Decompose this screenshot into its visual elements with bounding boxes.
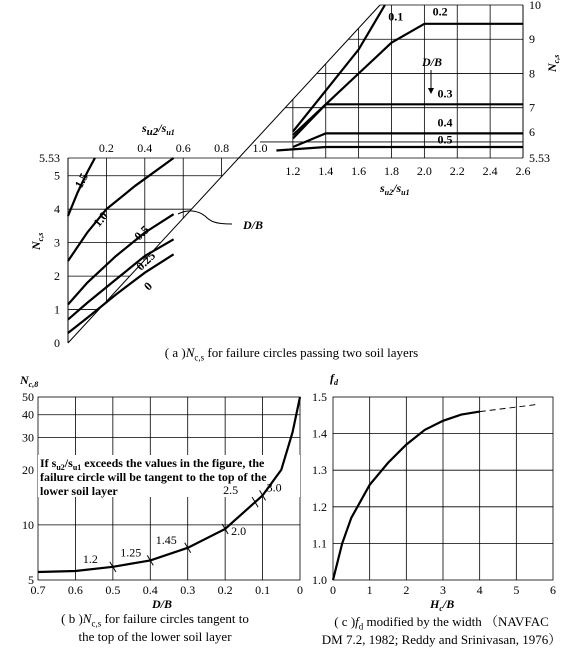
- panel-c-y-tick-labels: [312, 390, 327, 587]
- panel-a-left-ytick-label: 5: [54, 168, 60, 183]
- panel-c-xtick-label: 0: [330, 583, 336, 597]
- panel-c-ytick-label: 1.4: [312, 426, 327, 441]
- panel-a-right-xtick-label: 1.8: [384, 164, 399, 178]
- panel-c-xtick-label: 2: [403, 583, 410, 597]
- panel-b-xtick-label: 0.5: [105, 583, 121, 597]
- panel-b-xtick-label: 0.6: [67, 583, 83, 597]
- panel-c-chart: [312, 371, 556, 613]
- panel-b-note-line2: failure circle will be tangent to the top of the: [40, 470, 267, 484]
- panel-a-left-series-label: 0: [140, 279, 156, 294]
- panel-a-right-ylabel: $N_{c,s}$: [545, 54, 561, 72]
- panel-a-right-tick-labels-y: [529, 0, 550, 165]
- panel-a-right-ytick-label: 7: [529, 100, 535, 115]
- panel-a-left-ytick-label: 0: [54, 336, 60, 350]
- panel-c-xtick-label: 1: [366, 583, 373, 597]
- panel-a-right-series-label: 0.2: [432, 4, 448, 19]
- panel-c-grid: [333, 397, 553, 580]
- panel-a-annotation-leader: [178, 211, 232, 224]
- panel-a-right-xtick-label: 1.2: [285, 164, 301, 178]
- panel-b-note-line3: lower soil layer: [40, 484, 118, 498]
- panel-b-marker-label: 2.5: [223, 483, 239, 498]
- panel-a-left-series-label: 0.5: [131, 222, 152, 244]
- panel-a-right-legend-title: D/B: [422, 55, 443, 69]
- panel-a-right-series-label: 0.1: [388, 9, 404, 24]
- panel-a-left-ytick-label: 4: [54, 202, 60, 217]
- panel-c-ytick-label: 1.0: [312, 573, 327, 587]
- panel-b-y-tick-labels: [22, 390, 34, 587]
- panel-a-top-tick-label: 0.6: [175, 141, 191, 155]
- panel-a-right-xtick-label: 1.4: [318, 164, 334, 178]
- panel-a-left-grid: [68, 158, 260, 310]
- panel-c-series-extrapolation: [480, 404, 539, 411]
- panel-b-x-tick-labels: [31, 583, 304, 597]
- panel-a-right-ytick-label: 6: [529, 124, 535, 139]
- panel-b-marker-label: 1.25: [120, 545, 142, 560]
- panel-b-ytick-label: 40: [22, 407, 34, 422]
- panel-b-chart: [19, 373, 303, 611]
- panel-a-top-tick-label: 1.0: [252, 141, 268, 155]
- panel-a-top-tick-label: 0.8: [214, 141, 230, 155]
- panel-a-top-tick-labels: [99, 141, 268, 155]
- panel-c-ytick-label: 1.3: [312, 463, 327, 478]
- panel-a-left-ylabel: $N_{c,s}$: [29, 232, 45, 250]
- panel-b-xtick-label: 0.3: [180, 583, 196, 597]
- panel-a-left-ytick-label: 3: [54, 235, 60, 250]
- panel-a-left-ytick-label: 2: [54, 269, 60, 284]
- panel-a-caption: ( a )$N_{c,s}$ for failure circles passing two soil layers: [164, 345, 419, 363]
- panel-c-ytick-label: 1.5: [312, 390, 327, 404]
- panel-a-left-series-label: 0.25: [133, 248, 159, 274]
- panel-a-right-xtick-label: 2.6: [515, 164, 531, 178]
- panel-a-left-ytick-label: 1: [54, 302, 60, 317]
- panel-b-xtick-label: 0: [297, 583, 303, 597]
- panel-b-marker-label: 1.45: [155, 532, 177, 547]
- panel-a-annotation-db: D/B: [243, 218, 264, 232]
- panel-c-caption-line2: DM 7.2, 1982; Reddy and Srinivasan, 1976）: [321, 632, 562, 647]
- panel-a-left-series-label: 1.5: [71, 170, 92, 191]
- panel-b-xlabel: D/B: [152, 597, 173, 611]
- panel-c-series: [333, 404, 538, 580]
- panel-c-xtick-label: 3: [440, 583, 446, 597]
- panel-a-left-series-line: [68, 254, 174, 333]
- panel-c-ytick-label: 1.1: [312, 536, 327, 551]
- panel-a-top-tick-label: 0.4: [137, 141, 153, 155]
- panel-b-ytick-label: 50: [22, 390, 34, 404]
- panel-a-right-series-line: [293, 5, 385, 132]
- panel-a-top-xlabel: $su2/s_{u1}$: [142, 121, 175, 138]
- panel-a-right-xtick-label: 2.0: [416, 164, 432, 178]
- panel-b-marker-tick: [252, 497, 258, 507]
- panel-c-xtick-label: 6: [550, 583, 556, 597]
- panel-a-right-tick-labels-x: [285, 164, 530, 178]
- panel-b-marker-label: 2.0: [231, 523, 247, 538]
- panel-a-legend-arrow-head: [428, 88, 434, 94]
- panel-c-ytick-label: 1.2: [312, 499, 327, 514]
- panel-c-caption-line1: ( c )$f_d$ modified by the width （NAVFAC: [334, 614, 549, 632]
- panel-a-left-ytick-label: 5.53: [39, 151, 60, 165]
- panel-c-x-tick-labels: [330, 583, 556, 597]
- panel-a-right-series-label: 0.3: [437, 86, 453, 101]
- panel-a-right-series-label: 0.4: [437, 115, 453, 130]
- panel-a-right-xtick-label: 1.6: [351, 164, 367, 178]
- panel-a-chart: [29, 0, 561, 350]
- panel-b-ytick-label: 10: [22, 517, 34, 532]
- panel-b-ytick-label: 5: [28, 573, 34, 587]
- panel-a-right-series-line: [293, 24, 523, 135]
- panel-b-ytick-label: 20: [22, 462, 34, 477]
- panel-c-xtick-label: 4: [476, 583, 483, 597]
- panel-b-caption-line2: the top of the lower soil layer: [78, 629, 232, 644]
- panel-a-left-series-label: 1.0: [90, 209, 111, 230]
- panel-c-xtick-label: 5: [513, 583, 520, 597]
- panel-a-right-xtick-label: 2.2: [449, 164, 465, 178]
- panel-b-note-line1: If $s_{u2}/s_{u1}$ exceeds the values in the figure, the: [40, 456, 265, 472]
- panel-b-marker-label: 1.2: [82, 551, 98, 566]
- panel-a-right-xtick-label: 2.4: [482, 164, 498, 178]
- panel-b-xtick-label: 0.7: [30, 583, 46, 597]
- panel-b-ylabel: $N_{c,8}$: [20, 373, 39, 389]
- panel-b-xtick-label: 0.2: [217, 583, 233, 597]
- panel-a-right-series-line: [293, 133, 523, 147]
- panel-c-ylabel: $f_d$: [330, 371, 338, 387]
- panel-a-right-grid: [260, 5, 523, 158]
- panel-c-xlabel: $H_c/B$: [430, 597, 455, 613]
- panel-a-right-ytick-label: 8: [529, 66, 535, 81]
- panel-a-right-xlabel: $s_{u2}/s_{u1}$: [380, 181, 410, 197]
- panel-a-right-series-label: 0.5: [437, 132, 453, 147]
- panel-a-right-series-line: [276, 147, 523, 151]
- panel-a-top-tick-label: 0.2: [98, 141, 114, 155]
- panel-a-right-ytick-label: 5.53: [529, 151, 550, 165]
- panel-b-xtick-label: 0.4: [142, 583, 158, 597]
- panel-b-xtick-label: 0.1: [255, 583, 271, 597]
- panel-b-ytick-label: 30: [22, 430, 34, 445]
- panel-b-marker-label: 3.0: [266, 480, 282, 495]
- panel-b-caption-line1: ( b )$N_{c,s}$ for failure circles tangent to: [61, 611, 249, 629]
- panel-a-right-ytick-label: 10: [529, 0, 541, 12]
- panel-a-right-ytick-label: 9: [529, 32, 535, 47]
